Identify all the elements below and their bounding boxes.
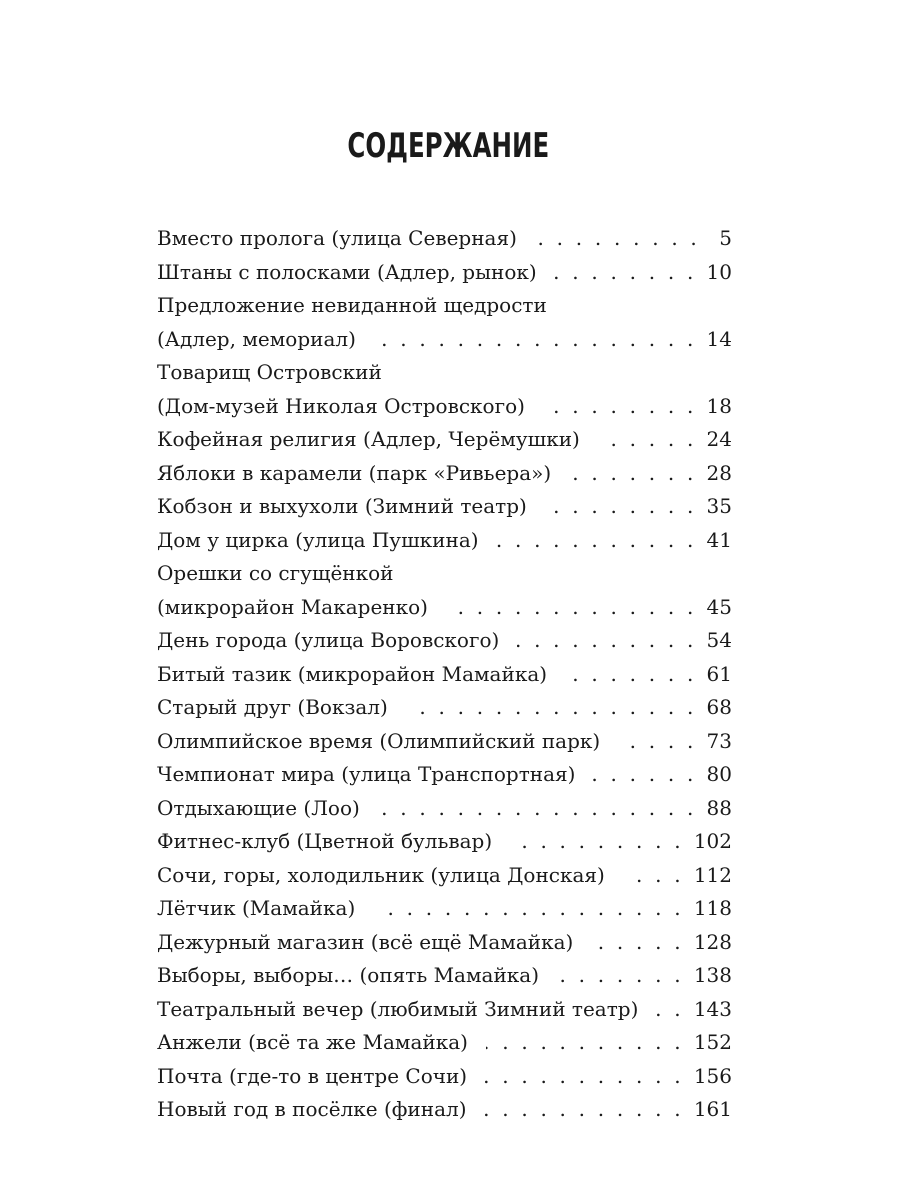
toc-entry-row [157,725,732,759]
dot-leader [374,323,697,357]
dot-leader [406,691,697,725]
dot-leader [545,490,697,524]
toc-entry-page-number: 68 [706,695,732,719]
toc-entry-row [157,524,732,558]
toc-entry-row [157,624,732,658]
toc-entry-page-number: 102 [693,829,732,853]
dot-leader [510,825,684,859]
toc-entry-title: Дом у цирка (улица Пушкина) [157,527,479,552]
toc-entry [157,457,732,491]
toc-entry-page-number: 24 [706,427,732,451]
toc-entry-title: Выборы, выборы… (опять Мамайка) [157,963,540,987]
toc-entry-row [157,792,732,826]
dot-leader [656,993,683,1027]
toc-entry-page-number: 41 [706,527,732,552]
table-of-contents [157,222,732,1127]
toc-entry-title: Лётчик (Мамайка) [157,896,356,920]
toc-entry-row [157,859,732,893]
toc-entry-page-number: 156 [693,1063,732,1088]
toc-entry-title-line: Предложение невиданной щедрости [157,293,547,317]
toc-entry [157,792,732,826]
toc-entry-row [157,1026,732,1060]
toc-entry [157,959,732,993]
toc-entry-title: Чемпионат мира (улица Транспортная) [157,762,576,786]
toc-entry-row [157,1060,732,1094]
toc-entry-row [157,993,732,1027]
toc-entry-page-number: 18 [706,393,732,418]
dot-leader [557,959,684,993]
toc-entry-page-number: 143 [693,996,732,1021]
toc-entry-page-number: 35 [706,494,732,518]
toc-entry-row [157,758,732,792]
toc-entry-row [157,1093,732,1127]
toc-entry [157,624,732,658]
toc-entry [157,289,732,356]
toc-entry-row [157,323,732,357]
page-title: СОДЕРЖАНИЕ [347,126,550,166]
toc-entry-title: Старый друг (Вокзал) [157,695,388,719]
toc-entry-page-number: 73 [706,728,732,753]
toc-entry-title: Вместо пролога (улица Северная) [157,226,517,250]
toc-entry-page-number: 118 [693,896,732,920]
dot-leader [555,256,697,290]
toc-entry-title-line: Орешки со сгущёнкой [157,561,394,585]
toc-entry-row [157,825,732,859]
dot-leader [378,792,697,826]
toc-entry-title: Кобзон и выхухоли (Зимний театр) [157,494,527,518]
toc-entry-title: Сочи, горы, холодильник (улица Донская) [157,862,605,887]
toc-entry-row [157,658,732,692]
toc-entry [157,859,732,893]
toc-entry-row [157,591,732,625]
toc-entry-title: Олимпийское время (Олимпийский парк) [157,728,601,753]
toc-entry-page-number: 138 [693,963,732,987]
dot-leader [486,1026,684,1060]
toc-entry-row [157,892,732,926]
toc-entry-title: (Адлер, мемориал) [157,326,356,351]
toc-entry-title: Новый год в посёлке (финал) [157,1097,467,1121]
toc-entry [157,725,732,759]
toc-entry-page-number: 28 [706,460,732,485]
dot-leader [485,1093,684,1127]
toc-entry-title: Штаны с полосками (Адлер, рынок) [157,259,537,284]
toc-entry-title: Битый тазик (микрорайон Мамайка) [157,661,548,686]
toc-entry [157,222,732,256]
toc-entry [157,691,732,725]
dot-leader [591,926,683,960]
toc-entry-page-number: 88 [706,795,732,820]
toc-entry-title-line: Товарищ Островский [157,360,382,384]
toc-entry [157,658,732,692]
toc-entry-row [157,256,732,290]
toc-entry [157,423,732,457]
toc-entry [157,926,732,960]
toc-entry-row [157,390,732,424]
dot-leader [593,758,696,792]
toc-entry-title: Кофейная религия (Адлер, Черёмушки) [157,427,580,451]
toc-entry [157,1060,732,1094]
toc-entry-title: Отдыхающие (Лоо) [157,795,360,820]
toc-entry [157,1026,732,1060]
toc-entry-title: Анжели (всё та же Мамайка) [157,1030,468,1054]
dot-leader [485,1060,684,1094]
toc-entry [157,490,732,524]
toc-entry-title: Фитнес-клуб (Цветной бульвар) [157,829,493,853]
toc-entry-title: День города (улица Воровского) [157,628,500,652]
toc-entry-page-number: 14 [706,326,732,351]
toc-entry [157,825,732,859]
dot-leader [543,390,697,424]
toc-entry-row [157,457,732,491]
toc-entry-page-number: 80 [706,762,732,786]
dot-leader [618,725,696,759]
toc-entry-row [157,222,732,256]
toc-entry-page-number: 112 [693,862,732,887]
toc-entry-row [157,490,732,524]
toc-entry-title: Почта (где-то в центре Сочи) [157,1063,468,1088]
dot-leader [446,591,697,625]
toc-entry-page-number: 161 [693,1097,732,1121]
toc-entry-row [157,926,732,960]
toc-entry-title: Яблоки в карамели (парк «Ривьера») [157,460,552,485]
toc-entry-row [157,691,732,725]
toc-entry-row [157,959,732,993]
toc-entry-page-number: 61 [706,661,732,686]
toc-entry-row [157,423,732,457]
dot-leader [569,457,696,491]
toc-entry-page-number: 5 [719,226,732,250]
toc-entry-page-number: 152 [693,1030,732,1054]
toc-entry [157,993,732,1027]
toc-entry-title: Театральный вечер (любимый Зимний театр) [157,996,639,1021]
toc-entry [157,758,732,792]
toc-entry [157,892,732,926]
dot-leader [535,222,700,256]
toc-entry-title: (Дом-музей Николая Островского) [157,393,525,418]
toc-entry-page-number: 10 [706,259,732,284]
toc-entry [157,256,732,290]
dot-leader [623,859,684,893]
toc-entry-page-number: 54 [706,628,732,652]
toc-entry [157,356,732,423]
toc-entry [157,524,732,558]
toc-entry-title: (микрорайон Макаренко) [157,594,428,619]
toc-entry-title: Дежурный магазин (всё ещё Мамайка) [157,929,574,954]
dot-leader [565,658,697,692]
dot-leader [598,423,697,457]
dot-leader [373,892,684,926]
toc-entry [157,557,732,624]
dot-leader [517,624,696,658]
toc-entry [157,1093,732,1127]
toc-entry-page-number: 45 [706,594,732,619]
toc-entry-page-number: 128 [693,929,732,954]
dot-leader [497,524,697,558]
